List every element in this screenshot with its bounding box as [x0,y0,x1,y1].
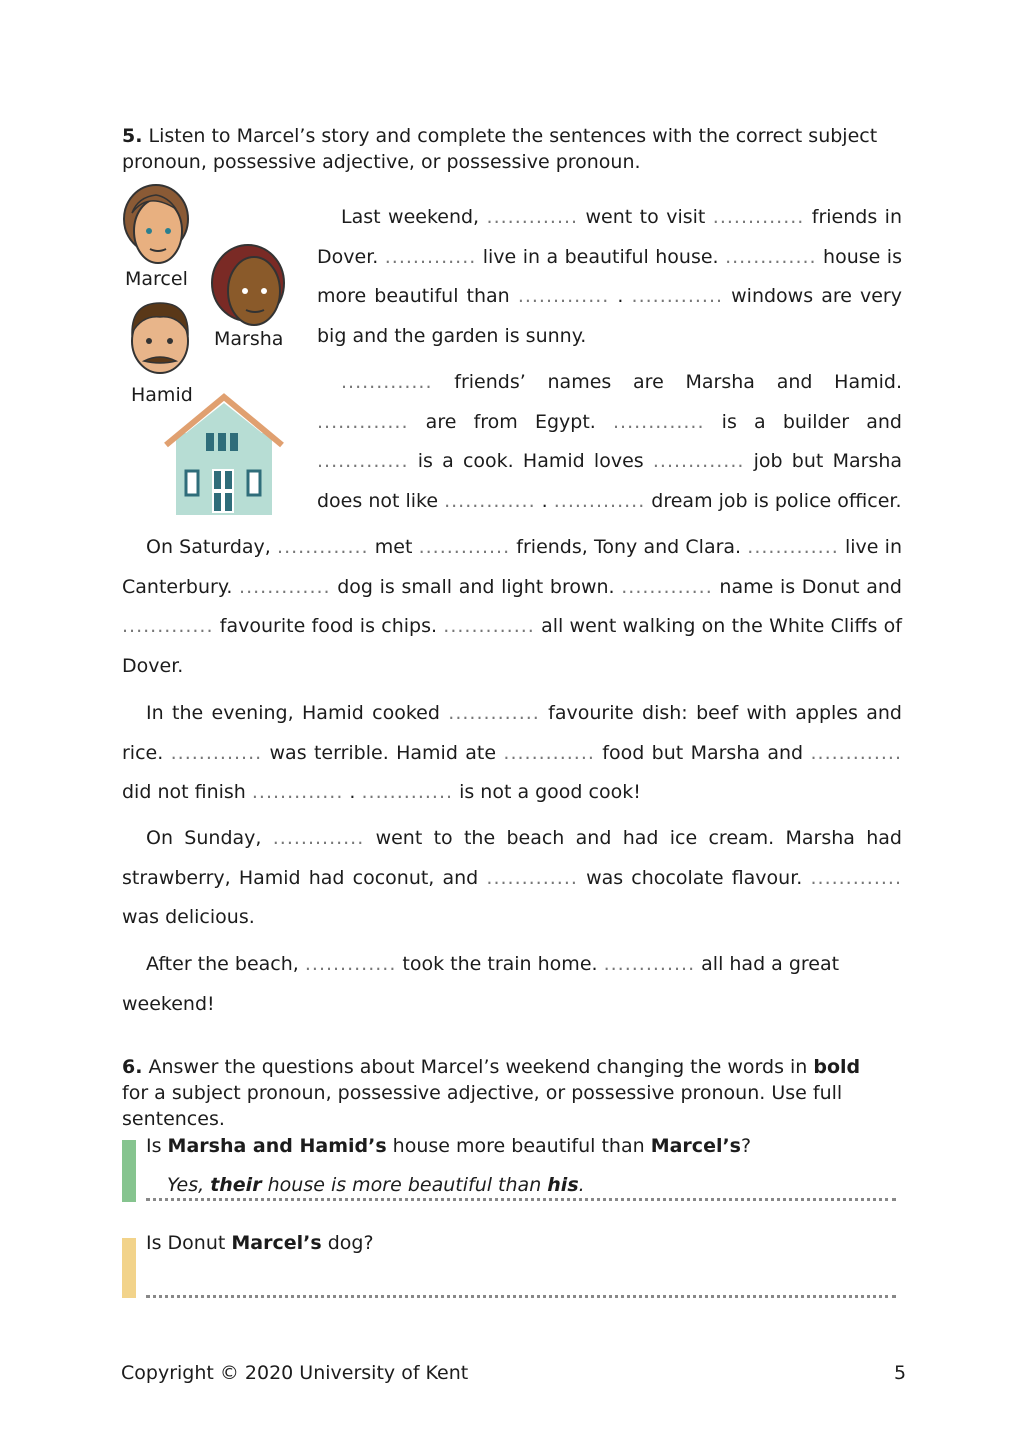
gap-blank[interactable]: ............. [341,371,433,393]
story-text: In the evening, Hamid cooked [146,702,449,724]
marcel-label: Marcel [125,268,188,290]
gap-blank[interactable]: ............. [317,450,409,473]
gap-blank[interactable]: ............. [725,245,817,268]
gap-blank[interactable]: ............. [251,781,344,804]
question-bold: Marcel’s [231,1232,322,1254]
gap-blank[interactable]: ............. [277,536,369,558]
gap-blank[interactable]: ............. [712,206,805,228]
story-text: live in a beautiful house. [476,245,726,268]
story-paragraph-1 [317,198,902,356]
story-text: all had a great weekend! [122,953,840,1015]
gap-blank[interactable]: ............. [517,285,610,308]
story-text: On Sunday, [146,827,273,849]
story-paragraph-3 [122,528,902,686]
story-text: dream job is police officer. [645,489,902,512]
story-text: was chocolate flavour. [577,866,811,889]
gap-blank[interactable]: ............. [747,536,839,558]
gap-blank[interactable]: ............. [170,741,263,764]
question-1-marker [122,1140,136,1202]
characters-illustration [118,183,298,523]
story-text: went to the beach and had ice cream. Marsha had strawberry, Hamid had coconut, and [122,827,902,889]
hamid-portrait [132,303,188,373]
gap-blank[interactable]: ............. [810,741,902,764]
exercise-6-number: 6. [122,1056,143,1078]
question-2 [146,1232,374,1254]
story-text: . [535,489,554,512]
story-text: dog is small and light brown. [330,575,622,598]
gap-blank[interactable]: ............. [304,953,397,975]
gap-blank[interactable]: ............. [503,741,595,764]
hamid-label: Hamid [131,384,193,406]
gap-blank[interactable]: ............. [384,245,477,268]
story-text: job but Marsha does not like [317,450,902,512]
story-text: is not a good cook! [453,781,641,804]
marsha-label: Marsha [214,328,284,350]
story-text: name is Donut and [712,575,902,598]
gap-blank[interactable]: ............. [239,575,331,598]
question-bold: Marsha and Hamid’s [167,1135,387,1157]
copyright-footer: Copyright © 2020 University of Kent [121,1362,469,1384]
answer-text: . [578,1174,585,1196]
gap-blank[interactable]: ............. [443,615,535,638]
gap-blank[interactable]: ............. [613,410,705,433]
story-text: met [368,536,419,558]
gap-blank[interactable]: ............. [448,702,540,724]
answer-1-line[interactable] [146,1198,896,1201]
answer-text: house is more beautiful than [261,1174,548,1196]
exercise-6-instruction [122,1054,892,1132]
question-bold: Marcel’s [650,1135,741,1157]
story-paragraph-5 [122,819,902,938]
story-text: took the train home. [396,953,604,975]
story-text: live in Canterbury. [122,536,902,598]
answer-text: Yes, [167,1174,211,1196]
exercise-6-text: for a subject pronoun, possessive adjective, or possessive pronoun. Use full sentences. [122,1082,843,1130]
gap-blank[interactable]: ............. [553,489,646,512]
page-number: 5 [894,1362,907,1384]
exercise-6-bold-word: bold [813,1056,861,1078]
gap-blank[interactable]: ............. [652,450,745,473]
exercise-5-number: 5. [122,125,143,147]
story-text: is a cook. Hamid loves [408,450,653,473]
question-text: house more beautiful than [386,1135,651,1157]
story-text: Last weekend, [341,206,487,228]
gap-blank[interactable]: ............. [122,615,214,638]
gap-blank[interactable]: ............. [272,827,365,849]
exercise-5-instruction [122,123,882,175]
answer-bold: his [547,1174,579,1196]
story-text: After the beach, [146,953,305,975]
gap-blank[interactable]: ............. [317,410,409,433]
answer-bold: their [210,1174,262,1196]
story-text: . [609,285,632,308]
question-text: dog? [321,1232,374,1254]
question-text: ? [741,1135,752,1157]
story-text: friends’ names are Marsha and Hamid. [432,371,902,393]
story-text: is a builder and [704,410,902,433]
question-text: Is Donut [146,1232,232,1254]
story-text: On Saturday, [146,536,278,558]
gap-blank[interactable]: ............. [603,953,696,975]
gap-blank[interactable]: ............. [810,866,902,889]
story-text: are from Egypt. [408,410,613,433]
gap-blank[interactable]: ............. [631,285,724,308]
story-text: did not finish [122,781,252,804]
house-illustration [166,397,282,515]
question-2-marker [122,1238,136,1298]
story-text: friends, Tony and Clara. [510,536,748,558]
story-text: friends in Dover. [317,206,902,268]
story-text: all went walking on the White Cliffs of Dover. [122,615,902,677]
marsha-portrait [212,245,284,325]
story-paragraph-6 [122,945,902,1024]
story-paragraph-4 [122,694,902,813]
story-paragraph-2 [317,363,902,521]
story-text: was delicious. [122,906,255,929]
story-text: favourite food is chips. [213,615,444,638]
story-text: . [343,781,362,804]
story-text: food but Marsha and [594,741,811,764]
story-text: went to visit [578,206,713,228]
answer-1-example [167,1174,585,1196]
gap-blank[interactable]: ............. [486,206,579,228]
question-1 [146,1135,751,1157]
gap-blank[interactable]: ............. [444,489,536,512]
question-text: Is [146,1135,168,1157]
gap-blank[interactable]: ............. [418,536,511,558]
story-text: house is more beautiful than [317,245,902,308]
gap-blank[interactable]: ............. [486,866,578,889]
story-text: favourite dish: beef with apples and rice. [122,702,902,764]
exercise-6-text: Answer the questions about Marcel’s weekend changing the words in [142,1056,814,1078]
answer-2-line[interactable] [146,1295,896,1298]
story-text: windows are very big and the garden is sunny. [317,285,902,347]
gap-blank[interactable]: ............. [621,575,713,598]
gap-blank[interactable]: ............. [361,781,454,804]
story-text: was terrible. Hamid ate [262,741,504,764]
marcel-portrait [124,185,188,263]
exercise-5-text: Listen to Marcel’s story and complete the sentences with the correct subject pronoun, possessive adjective, or possessive pronoun. [122,125,878,173]
